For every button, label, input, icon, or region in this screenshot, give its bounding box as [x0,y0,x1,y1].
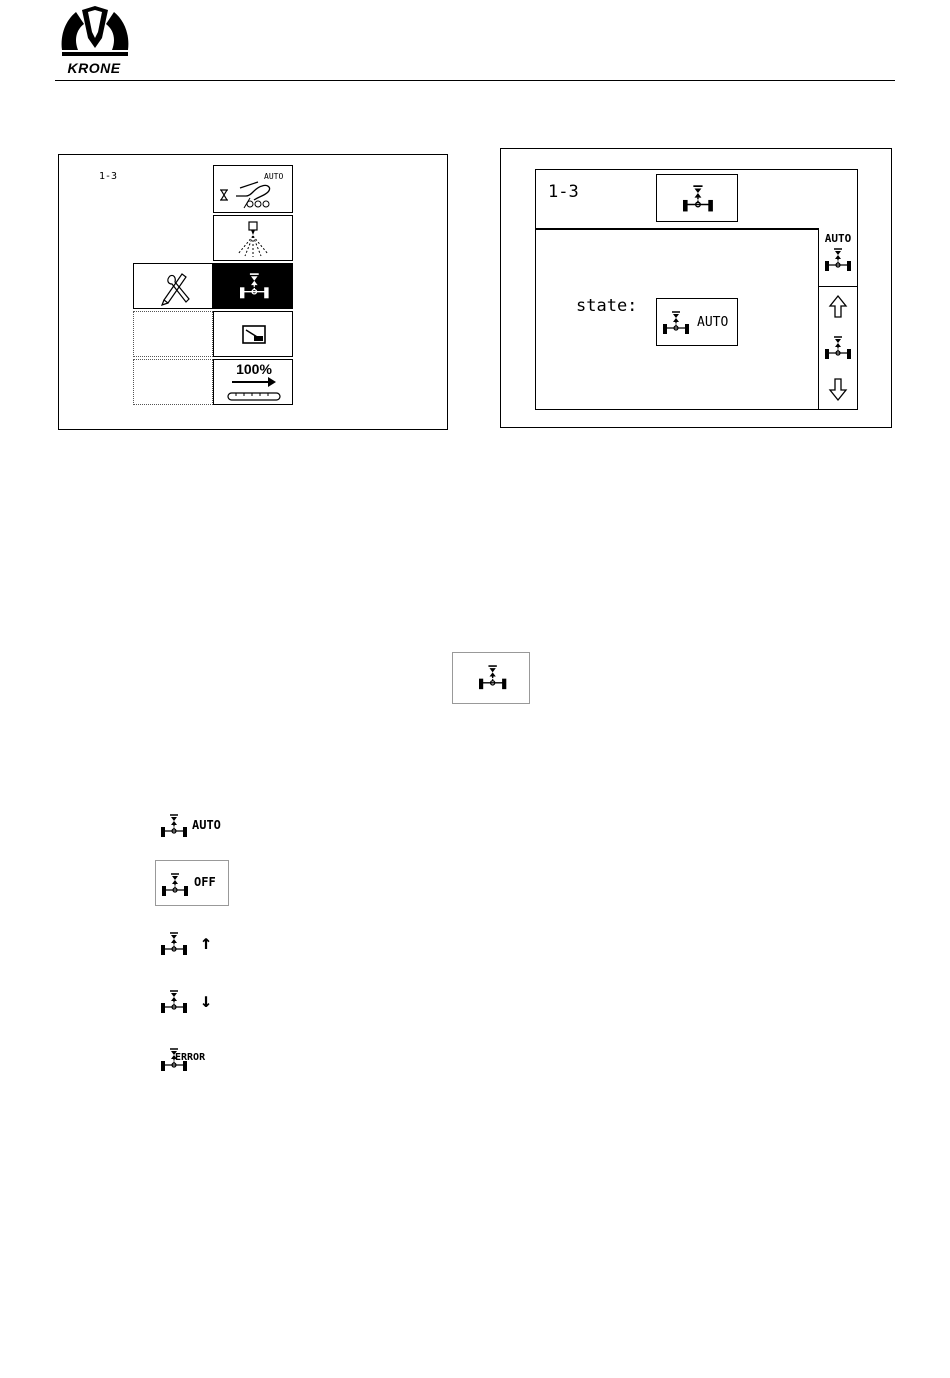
drawbar-icon [657,175,739,223]
legend-label: ↑ [200,930,213,954]
legend-error [160,1046,250,1076]
softkey-separator [819,286,857,287]
legend-label: ↓ [200,988,213,1012]
legend-up [160,930,240,960]
legend-off [155,860,229,906]
line-number: 1-3 [548,182,579,202]
arrow-up-icon [819,288,857,326]
state-label: state: [576,296,638,316]
speed-label: 100% [236,361,272,377]
status-panel [535,169,858,410]
drawbar-icon [160,988,190,1016]
drawbar-icon [214,264,294,310]
arrow-up-softkey[interactable] [819,288,857,326]
legend-auto [160,812,240,842]
auto-label: AUTO [264,172,284,181]
conveyor-arrow-icon [214,360,294,406]
header-rule [55,80,895,81]
drawbar-icon [160,930,190,958]
softkey-auto-label: AUTO [824,232,852,245]
drawbar-header-icon-box [656,174,738,222]
settings-tool-button[interactable] [133,263,213,309]
line-number: 1-3 [99,171,118,182]
wrench-pencil-icon [134,264,214,310]
empty-slot [133,359,213,405]
spray-nozzle-icon [214,216,294,262]
drawbar-icon [453,653,531,705]
spray-button[interactable] [213,215,293,261]
legend-label: OFF [194,875,216,889]
legend-label: AUTO [192,818,221,832]
drawbar-key-icon [452,652,530,704]
drawbar-icon [161,871,191,899]
legend-down [160,988,240,1018]
empty-slot [133,311,213,357]
drawbar-status-screen [500,148,892,428]
krone-wordmark: KRONE [67,60,121,76]
state-value: AUTO [697,315,729,330]
arrow-down-softkey[interactable] [819,370,857,408]
drawbar-button-selected[interactable] [213,263,293,309]
legend-label: ERROR [175,1052,206,1063]
header-divider [536,228,818,230]
arrow-down-icon [819,370,857,408]
display-icon [214,312,294,358]
drawbar-icon [160,812,190,840]
krone-logo [58,4,132,78]
drawbar-softkey[interactable] [819,330,857,368]
main-menu-screen [58,154,448,430]
speed-button[interactable] [213,359,293,405]
display-button[interactable] [213,311,293,357]
drawbar-icon [819,330,857,368]
state-value-box [656,298,738,346]
drawbar-auto-softkey[interactable] [819,230,857,284]
baler-auto-button[interactable] [213,165,293,213]
